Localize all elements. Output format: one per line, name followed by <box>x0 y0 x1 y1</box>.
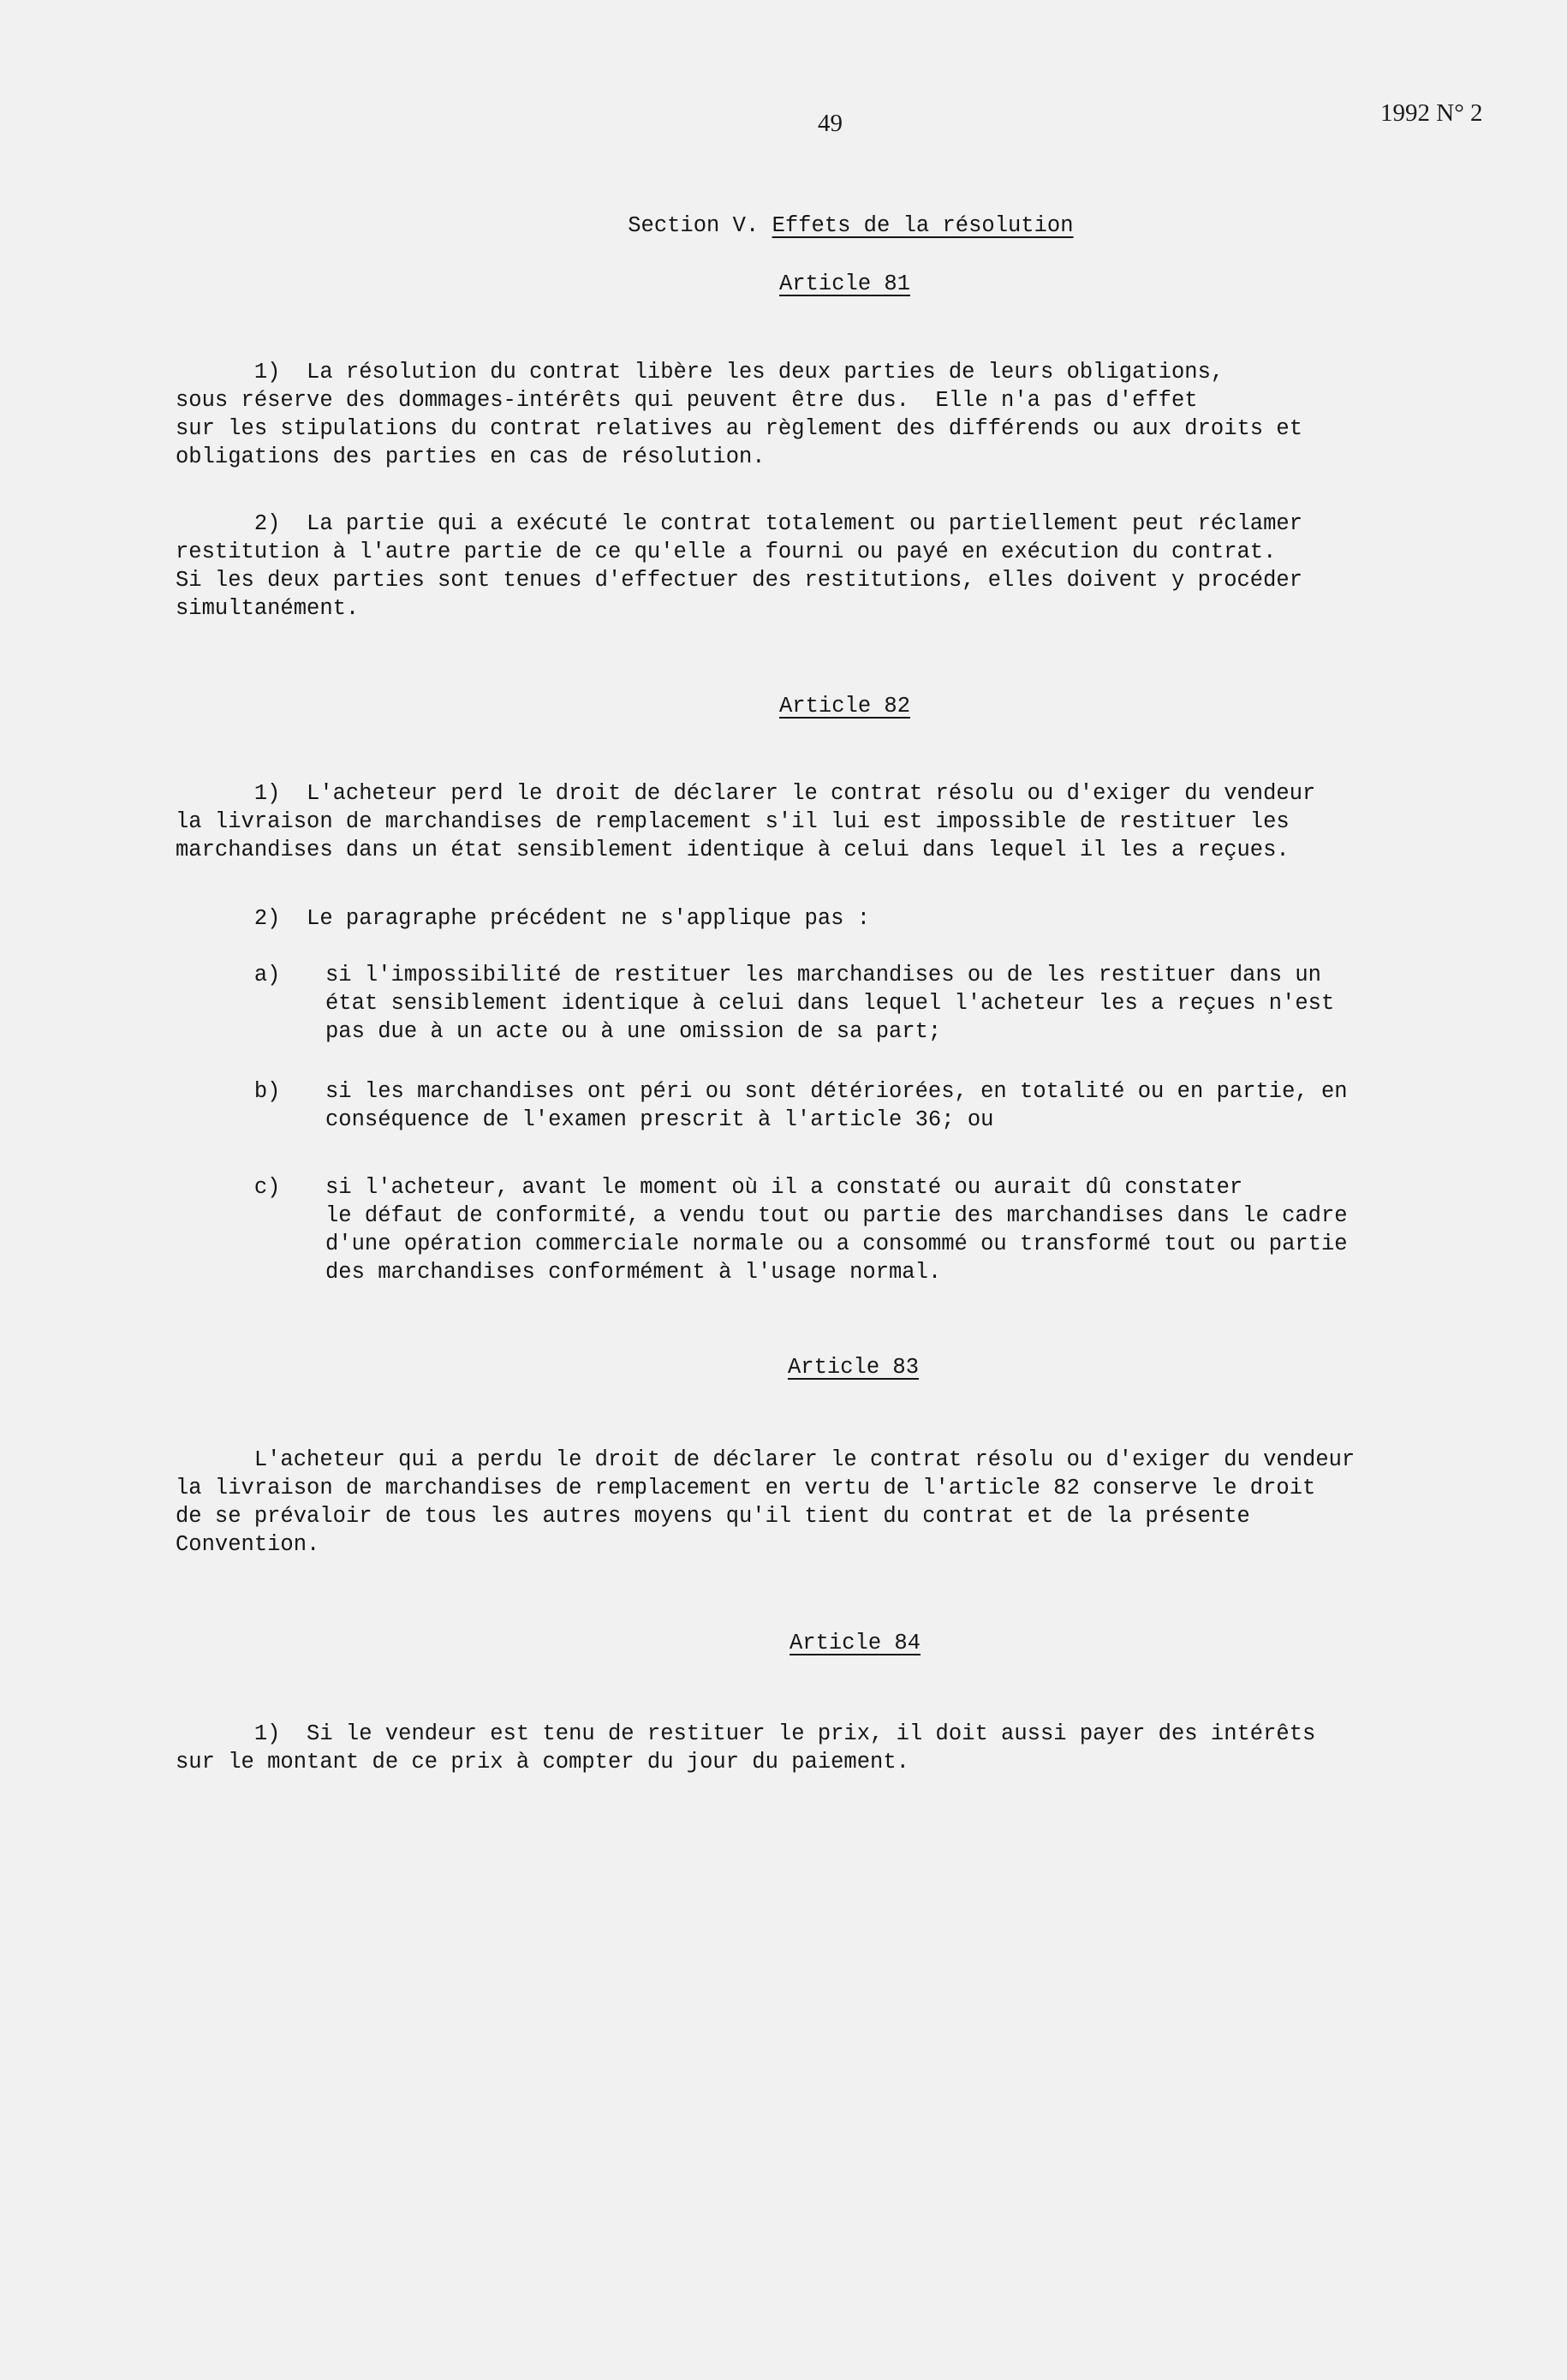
section-title <box>575 183 1074 268</box>
text-line: Convention. <box>176 1532 320 1557</box>
text-line: conséquence de l'examen prescrit à l'article 36; ou <box>325 1107 994 1132</box>
item-label: c) <box>176 1175 281 1200</box>
text-line: simultanément. <box>176 596 360 621</box>
text-line: la livraison de marchandises de remplacement en vertu de l'article 82 conserve le droit <box>176 1476 1316 1500</box>
item-text <box>325 961 1456 1046</box>
section-title-text: Effets de la résolution <box>772 213 1074 238</box>
text-line: L'acheteur qui a perdu le droit de déclarer le contrat résolu ou d'exiger du vendeur <box>176 1447 1355 1472</box>
page-number: 49 <box>818 110 843 137</box>
article-82-paragraph-2 <box>176 904 1443 933</box>
article-83-paragraph <box>176 1446 1443 1559</box>
text-line: la livraison de marchandises de remplacement s'il lui est impossible de restituer les <box>176 809 1290 834</box>
article-83-heading: Article 83 <box>788 1355 920 1380</box>
text-line: 2) Le paragraphe précédent ne s'applique pas : <box>176 906 871 931</box>
item-text <box>325 1173 1456 1286</box>
text-line: des marchandises conformément à l'usage normal. <box>325 1260 942 1285</box>
text-line: si l'impossibilité de restituer les marchandises ou de les restituer dans un <box>325 963 1321 987</box>
text-line: obligations des parties en cas de résolution. <box>176 444 766 469</box>
text-line: état sensiblement identique à celui dans lequel l'acheteur les a reçues n'est <box>325 991 1335 1016</box>
gazette-number: 1992 N° 2 <box>1380 99 1483 127</box>
article-84-heading: Article 84 <box>789 1631 921 1655</box>
text-line: sur les stipulations du contrat relatives au règlement des différends ou aux droits et <box>176 416 1303 441</box>
text-line: 1) L'acheteur perd le droit de déclarer le contrat résolu ou d'exiger du vendeur <box>176 781 1316 806</box>
article-81-heading: Article 81 <box>779 271 911 296</box>
item-text <box>325 1077 1456 1134</box>
text-line: sur le montant de ce prix à compter du jour du paiement. <box>176 1750 909 1775</box>
text-line: marchandises dans un état sensiblement identique à celui dans lequel il les a reçues. <box>176 838 1290 862</box>
text-line: si l'acheteur, avant le moment où il a constaté ou aurait dû constater <box>325 1175 1243 1200</box>
text-line: si les marchandises ont péri ou sont détériorées, en totalité ou en partie, en <box>325 1079 1348 1104</box>
article-81-paragraph-1 <box>176 358 1443 471</box>
text-line: pas due à un acte ou à une omission de sa part; <box>325 1019 942 1044</box>
item-label: a) <box>176 963 281 987</box>
text-line: le défaut de conformité, a vendu tout ou partie des marchandises dans le cadre <box>325 1203 1348 1228</box>
text-line: Si les deux parties sont tenues d'effectuer des restitutions, elles doivent y procéder <box>176 568 1303 593</box>
text-line: d'une opération commerciale normale ou a consommé ou transformé tout ou partie <box>325 1232 1348 1256</box>
article-81-paragraph-2 <box>176 510 1443 623</box>
section-title-prefix: Section V. <box>628 213 760 238</box>
article-82-paragraph-1 <box>176 779 1443 864</box>
text-line: de se prévaloir de tous les autres moyens qu'il tient du contrat et de la présente <box>176 1504 1250 1529</box>
text-line: 1) La résolution du contrat libère les deux parties de leurs obligations, <box>176 360 1224 385</box>
text-line: 1) Si le vendeur est tenu de restituer le prix, il doit aussi payer des intérêts <box>176 1721 1316 1746</box>
text-line: restitution à l'autre partie de ce qu'elle a fourni ou payé en exécution du contrat. <box>176 540 1277 564</box>
item-label: b) <box>176 1079 281 1104</box>
text-line: 2) La partie qui a exécuté le contrat totalement ou partiellement peut réclamer <box>176 511 1303 536</box>
article-82-heading: Article 82 <box>779 694 911 719</box>
article-84-paragraph <box>176 1720 1443 1776</box>
text-line: sous réserve des dommages-intérêts qui peuvent être dus. Elle n'a pas d'effet <box>176 388 1198 413</box>
